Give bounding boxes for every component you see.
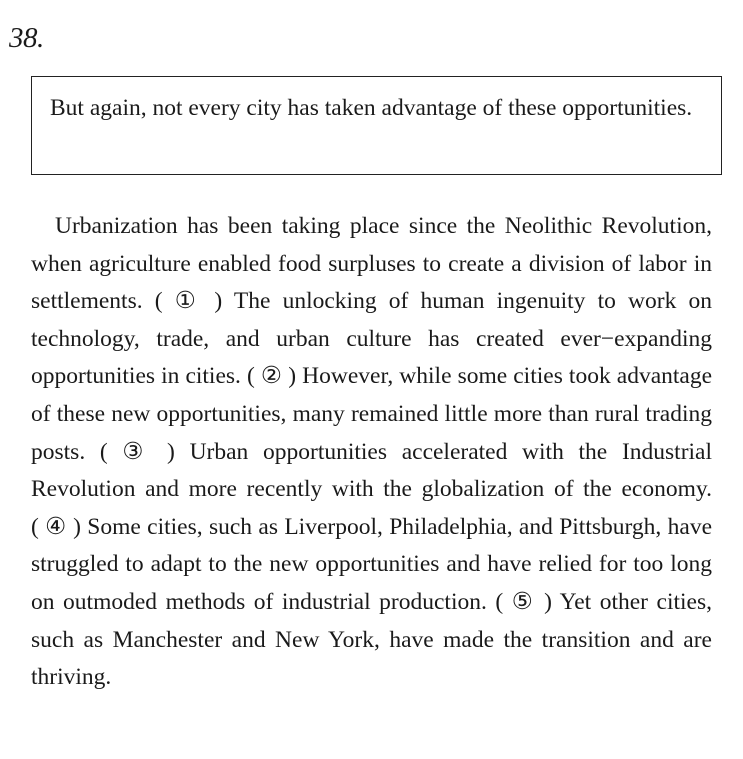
passage-segment: The unlocking of human ingenuity to work on technology, trade, and urban culture has created ever−expanding opportunities in cities. (31, 288, 712, 390)
passage-segment: However, while some cities took advantage of these new opportunities, many remained little more than rural trading posts. (31, 363, 713, 465)
passage-segment: Some cities, such as Liverpool, Philadelphia, and Pittsburgh, have struggled to adapt to the new opportunities and have relied for too long on outmoded methods of industrial production. (31, 513, 713, 615)
given-sentence-box (31, 76, 722, 175)
question-number: 38. (9, 22, 44, 54)
insertion-slot-3: ( ③ ) (99, 438, 175, 465)
passage-segment: Urban opportunities accelerated with the Industrial Revolution and more recently with the globalization of the economy. (31, 438, 713, 503)
passage (31, 208, 712, 697)
insertion-slot-5: ( ⑤ ) (495, 588, 552, 615)
passage-segment: Urbanization has been taking place since the Neolithic Revolution, when agriculture enabled food surpluses to create a division of labor in settlements. (31, 213, 712, 315)
insertion-slot-1: ( ① ) (154, 288, 223, 315)
passage-segment: Yet other cities, such as Manchester and New York, have made the transition and are thriving. (31, 588, 712, 691)
insertion-slot-4: ( ④ ) (31, 513, 81, 540)
insertion-slot-2: ( ② ) (247, 363, 297, 390)
given-sentence: But again, not every city has taken advantage of these opportunities. (50, 95, 693, 121)
